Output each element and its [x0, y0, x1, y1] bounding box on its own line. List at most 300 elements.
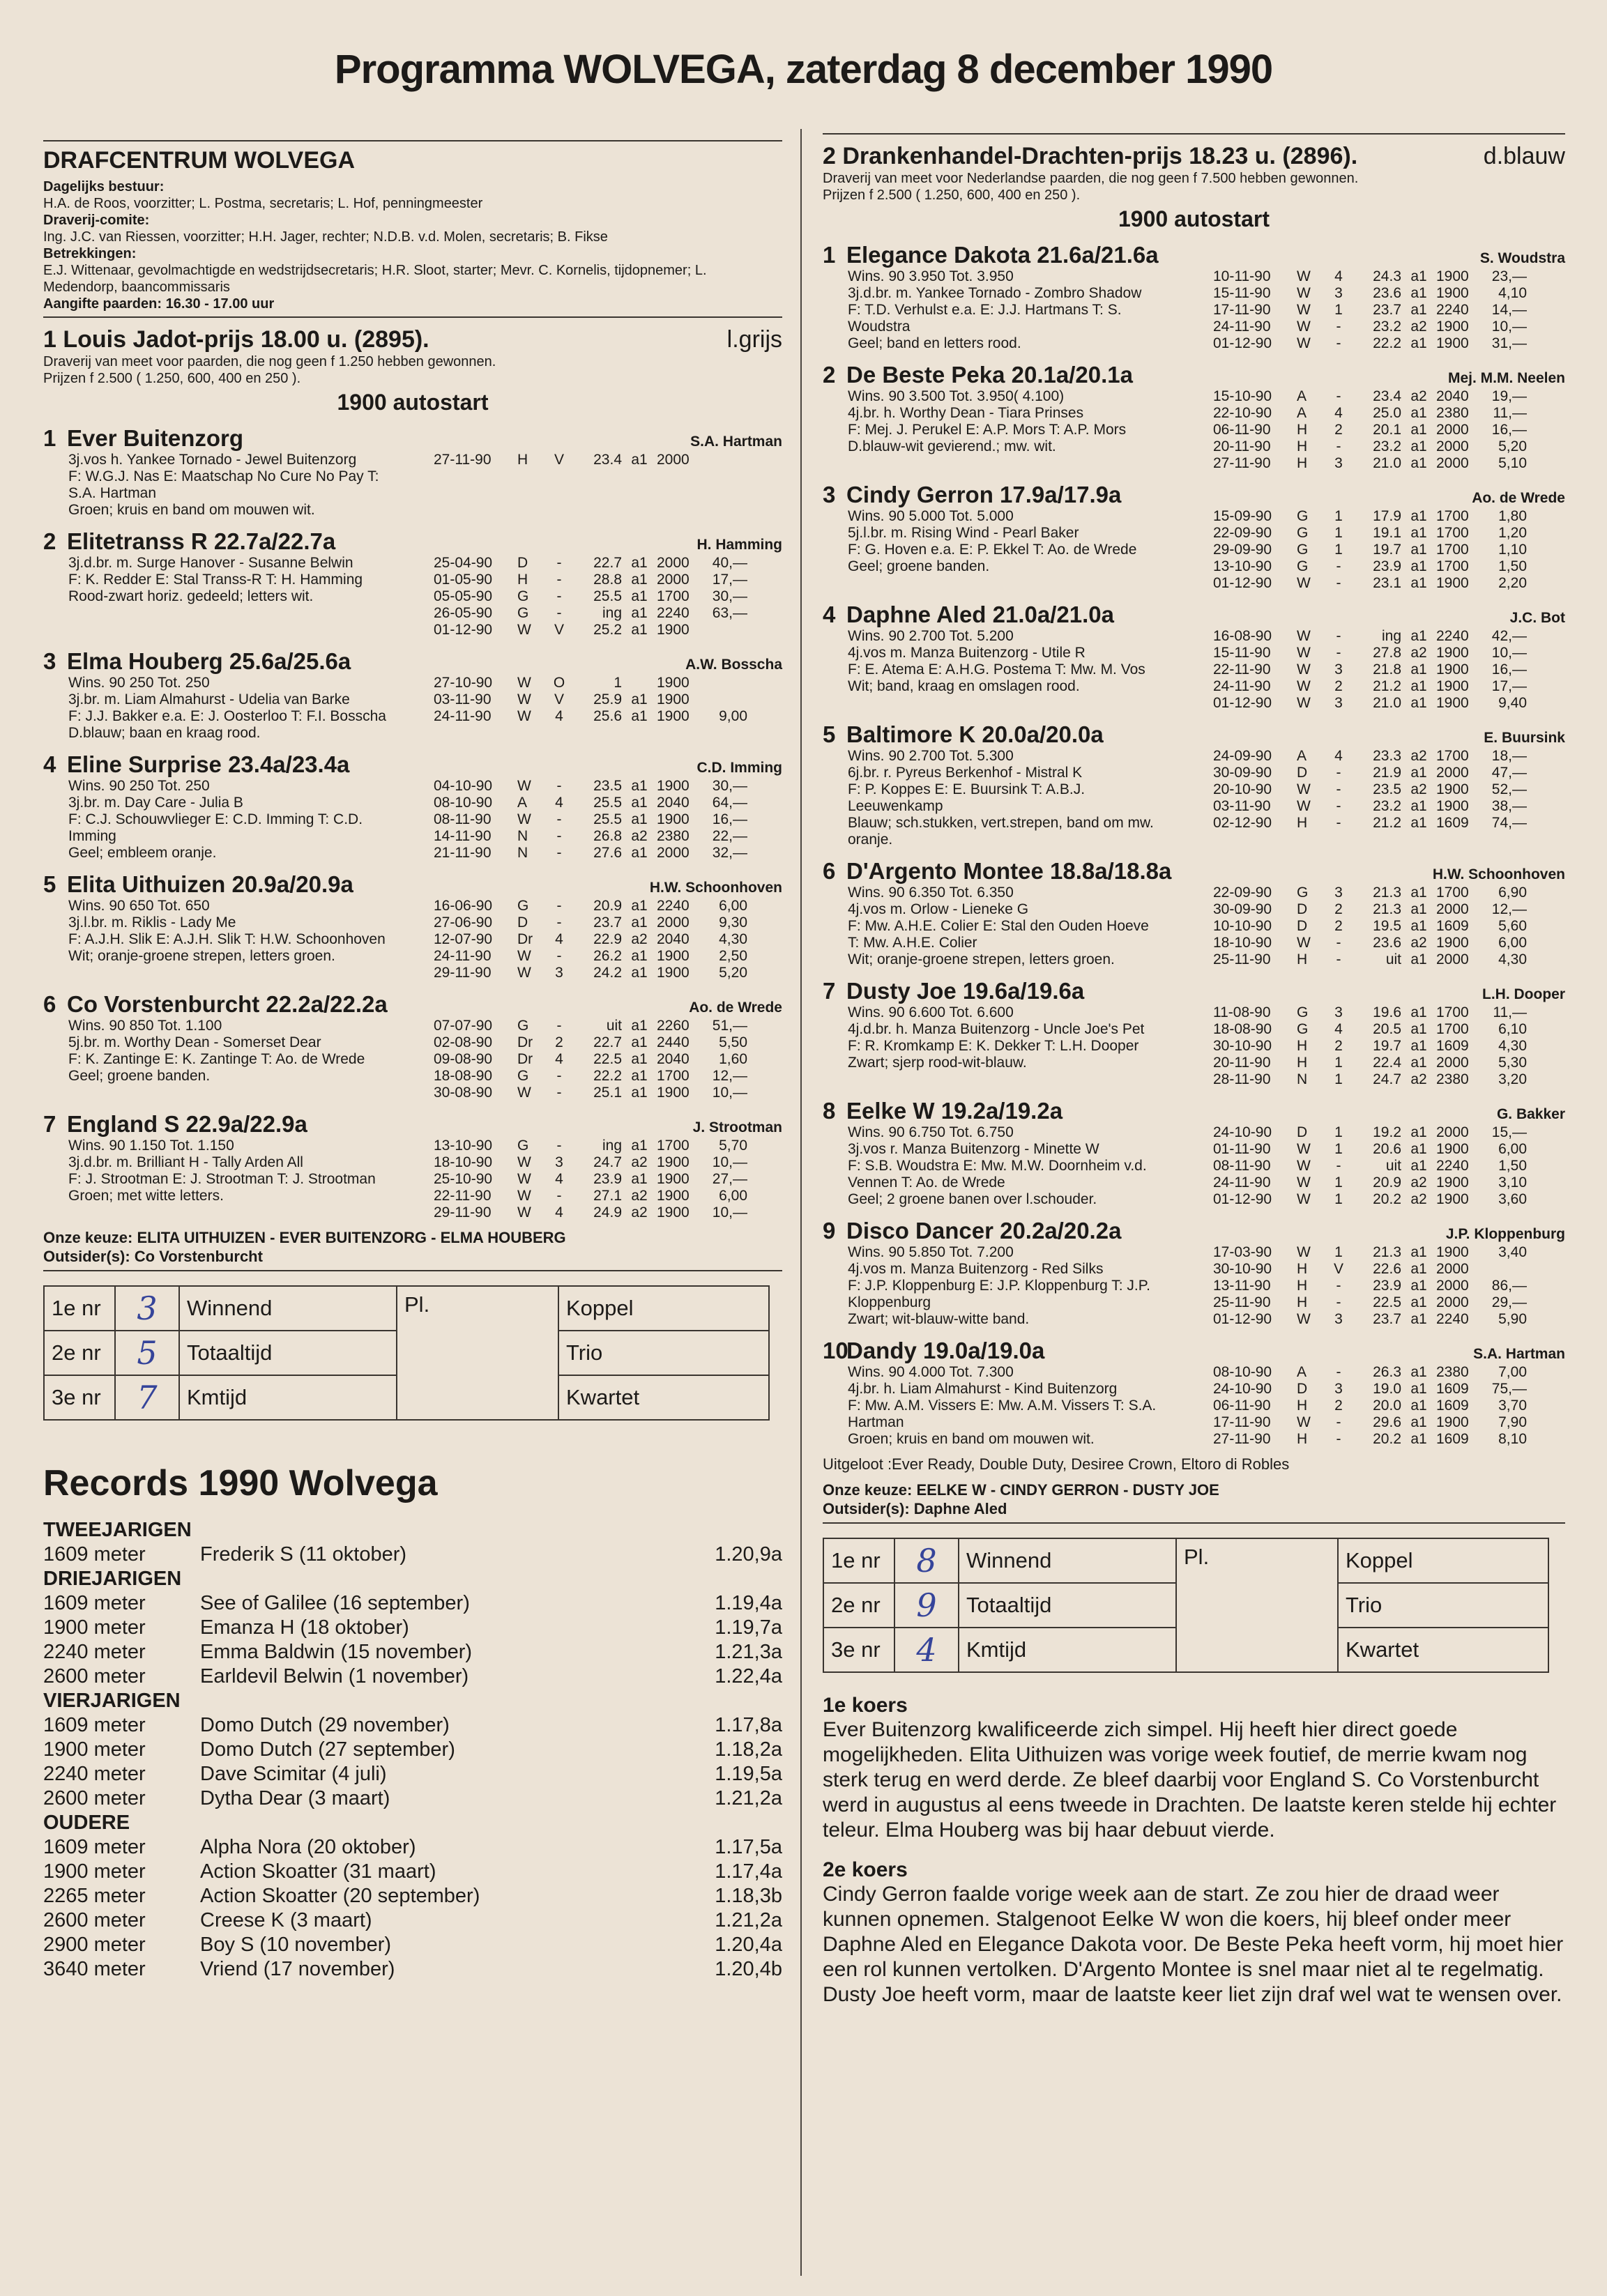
- perf-track: D: [517, 555, 528, 571]
- horse-info-line: Hartman: [848, 1414, 904, 1430]
- perf-time: 26.3: [1373, 1364, 1401, 1380]
- perf-start: a1: [631, 1068, 648, 1084]
- perf-time: 29.6: [1373, 1414, 1401, 1430]
- result-bet-label: Kwartet: [1338, 1628, 1548, 1672]
- perf-date: 24-11-90: [1213, 1174, 1271, 1191]
- horse-number: 1: [823, 242, 836, 268]
- horse-info-line: Wins. 90 2.700 Tot. 5.200: [848, 628, 1014, 644]
- horse-number: 8: [823, 1098, 836, 1124]
- horse-info-line: F: Mw. A.M. Vissers E: Mw. A.M. Vissers T: S.A.: [848, 1398, 1157, 1414]
- horse-info-line: Wins. 90 250 Tot. 250: [68, 778, 210, 794]
- perf-track: W: [517, 691, 531, 707]
- perf-place: -: [556, 555, 562, 571]
- perf-place: -: [556, 1085, 562, 1101]
- perf-time: ing: [1381, 628, 1401, 644]
- perf-time: 19.7: [1373, 1038, 1401, 1054]
- horse-info: [823, 748, 1213, 848]
- perf-odds: 5,90: [1498, 1311, 1527, 1327]
- race-1: [43, 326, 782, 1421]
- perf-distance: 2380: [1436, 405, 1469, 421]
- result-place-label: Pl.: [1176, 1538, 1338, 1672]
- horse-info: [823, 268, 1213, 352]
- horse-name-text: Cindy Gerron 17.9a/17.9a: [846, 482, 1122, 507]
- perf-place: 3: [1334, 695, 1343, 711]
- perf-distance: 1900: [1436, 935, 1469, 951]
- perf-start: a1: [1410, 885, 1427, 901]
- handwritten-number: 9: [894, 1583, 959, 1628]
- perf-start: a1: [1410, 678, 1427, 694]
- perf-distance: 1700: [1436, 542, 1469, 558]
- horse-header: [43, 1111, 782, 1138]
- perf-start: a1: [631, 898, 648, 914]
- performance-list: [1213, 748, 1565, 848]
- perf-track: D: [1297, 1381, 1308, 1397]
- org-title: DRAFCENTRUM WOLVEGA: [43, 147, 355, 174]
- performance-row: [1213, 422, 1565, 438]
- perf-time: 20.2: [1373, 1191, 1401, 1207]
- perf-date: 20-11-90: [1213, 1055, 1271, 1071]
- perf-time: 25.1: [593, 1085, 622, 1101]
- perf-time: 25.2: [593, 622, 622, 638]
- perf-odds: 6,00: [1498, 935, 1527, 951]
- perf-time: 23.3: [1373, 748, 1401, 764]
- horse-number: 6: [43, 991, 56, 1017]
- horse-info: [823, 508, 1213, 592]
- horse-header: [823, 1218, 1565, 1244]
- perf-odds: 30,—: [712, 588, 747, 604]
- horse-body: [823, 1004, 1565, 1088]
- horse-name-text: Elitetranss R 22.7a/22.7a: [67, 528, 336, 554]
- horse-trainer: J.P. Kloppenburg: [1445, 1226, 1565, 1242]
- performance-row: [1213, 901, 1565, 918]
- horse-header: [43, 425, 782, 452]
- perf-place: -: [556, 811, 562, 827]
- perf-place: 2: [1334, 918, 1343, 934]
- horse-info-line: 3j.d.br. m. Brilliant H - Tally Arden All: [68, 1154, 303, 1170]
- perf-odds: 3,20: [1498, 1071, 1527, 1087]
- perf-date: 01-12-90: [434, 622, 493, 638]
- perf-place: 4: [1334, 405, 1343, 421]
- horse-info-line: Kloppenburg: [848, 1294, 931, 1310]
- performance-list: [1213, 1244, 1565, 1328]
- perf-date: 10-11-90: [1213, 268, 1271, 284]
- perf-distance: 1700: [1436, 1004, 1469, 1020]
- horse-body: [43, 675, 782, 742]
- horse-entry: [823, 1338, 1565, 1448]
- perf-time: 20.5: [1373, 1021, 1401, 1037]
- horse-header: [43, 751, 782, 778]
- perf-odds: 75,—: [1491, 1381, 1527, 1397]
- horse-entry: [823, 978, 1565, 1088]
- perf-start: a2: [1410, 645, 1427, 661]
- record-time: 1.21,2a: [715, 1787, 782, 1809]
- perf-time: 25.5: [593, 811, 622, 827]
- record-time: 1.21,2a: [715, 1909, 782, 1931]
- record-horse: Emma Baldwin (15 november): [200, 1641, 473, 1663]
- perf-odds: 10,—: [712, 1085, 747, 1101]
- perf-date: 18-08-90: [1213, 1021, 1272, 1037]
- perf-track: N: [517, 828, 528, 844]
- perf-distance: 2380: [1436, 1364, 1469, 1380]
- horse-info-line: F: R. Kromkamp E: K. Dekker T: L.H. Dooper: [848, 1038, 1139, 1054]
- record-time: 1.19,7a: [715, 1616, 782, 1639]
- perf-track: G: [1297, 558, 1309, 574]
- result-bet-label: Trio: [1338, 1583, 1548, 1628]
- perf-date: 17-11-90: [1213, 302, 1271, 318]
- perf-date: 24-11-90: [1213, 678, 1271, 694]
- perf-odds: 16,—: [712, 811, 747, 827]
- horse-number: 3: [43, 648, 56, 674]
- page-title: Programma WOLVEGA, zaterdag 8 december 1990: [334, 47, 1273, 92]
- horse-name-text: Dandy 19.0a/19.0a: [846, 1338, 1045, 1363]
- horse-info-line: 4j.br. h. Liam Almahurst - Kind Buitenzorg: [848, 1381, 1118, 1397]
- performance-row: [1213, 951, 1565, 968]
- record-row: [43, 1640, 782, 1664]
- perf-track: A: [517, 795, 528, 811]
- perf-track: W: [1297, 575, 1311, 591]
- perf-track: W: [1297, 302, 1311, 318]
- perf-track: W: [1297, 1244, 1311, 1260]
- horse-info-line: D.blauw; baan en kraag rood.: [68, 725, 261, 741]
- perf-place: 2: [1334, 1398, 1343, 1414]
- performance-list: [1213, 268, 1565, 352]
- record-distance: 2600 meter: [43, 1787, 146, 1809]
- horse-info-line: Geel; band en letters rood.: [848, 335, 1021, 351]
- org-line: Betrekkingen:: [43, 246, 137, 261]
- horse-trainer: L.H. Dooper: [1482, 986, 1565, 1002]
- horse-entry: [43, 648, 782, 742]
- race-header: [43, 326, 782, 353]
- horse-info-line: Wit; band, kraag en omslagen rood.: [848, 678, 1080, 694]
- perf-track: D: [1297, 901, 1308, 917]
- performance-row: [1213, 1244, 1565, 1261]
- record-distance: 1609 meter: [43, 1714, 146, 1736]
- perf-date: 18-10-90: [434, 1154, 493, 1170]
- performance-list: [1213, 628, 1565, 712]
- perf-start: a2: [1410, 781, 1427, 797]
- horse-info: [823, 1364, 1213, 1448]
- perf-odds: 3,60: [1498, 1191, 1527, 1207]
- horse-info-line: F: Mej. J. Perukel E: A.P. Mors T: A.P. Mors: [848, 422, 1127, 438]
- perf-time: 25.6: [593, 708, 622, 724]
- performance-row: [434, 931, 782, 948]
- perf-odds: 15,—: [1491, 1124, 1527, 1140]
- perf-date: 03-11-90: [1213, 798, 1271, 814]
- horse-info-line: Vennen T: Ao. de Wrede: [848, 1174, 1005, 1191]
- horse-info-line: Rood-zwart horiz. gedeeld; letters wit.: [68, 588, 314, 604]
- horse-info: [43, 675, 434, 742]
- perf-odds: 5,60: [1498, 918, 1527, 934]
- perf-odds: 9,40: [1498, 695, 1527, 711]
- perf-start: a1: [1410, 422, 1427, 438]
- perf-time: 23.5: [593, 778, 622, 794]
- perf-date: 30-09-90: [1213, 765, 1272, 781]
- performance-row: [1213, 935, 1565, 951]
- perf-date: 13-11-90: [1213, 1278, 1271, 1294]
- perf-date: 08-10-90: [434, 795, 493, 811]
- perf-track: Dr: [517, 1034, 533, 1050]
- perf-distance: 1900: [1436, 575, 1469, 591]
- perf-track: W: [517, 675, 531, 691]
- perf-time: 21.0: [1373, 455, 1401, 471]
- record-time: 1.20,4b: [715, 1958, 782, 1980]
- horse-info-line: 3j.vos h. Yankee Tornado - Jewel Buitenzorg: [68, 452, 357, 468]
- perf-place: 4: [555, 1204, 563, 1220]
- horse-trainer: G. Bakker: [1496, 1106, 1565, 1122]
- perf-odds: 63,—: [712, 605, 747, 621]
- record-horse: Creese K (3 maart): [200, 1909, 372, 1931]
- perf-track: G: [1297, 1004, 1309, 1020]
- perf-time: 19.0: [1373, 1381, 1401, 1397]
- horse-number: 4: [823, 602, 836, 627]
- perf-place: 3: [1334, 885, 1343, 901]
- horse-name: [43, 751, 349, 778]
- perf-track: H: [517, 452, 528, 468]
- perf-distance: 1700: [657, 1138, 690, 1154]
- perf-date: 25-04-90: [434, 555, 493, 571]
- record-time: 1.20,4a: [715, 1934, 782, 1956]
- perf-date: 21-11-90: [434, 845, 492, 861]
- performance-row: [434, 828, 782, 845]
- perf-start: a1: [1410, 661, 1427, 678]
- perf-track: G: [1297, 508, 1309, 524]
- horse-info-line: F: J.P. Kloppenburg E: J.P. Kloppenburg T: J.P.: [848, 1278, 1150, 1294]
- perf-track: W: [1297, 628, 1311, 644]
- perf-start: a1: [1410, 1244, 1427, 1260]
- perf-place: 3: [555, 1154, 563, 1170]
- horse-number: 9: [823, 1218, 836, 1243]
- horse-info-line: F: K. Redder E: Stal Transs-R T: H. Hamming: [68, 572, 363, 588]
- horse-info-line: 4j.d.br. h. Manza Buitenzorg - Uncle Joe's Pet: [848, 1021, 1145, 1037]
- perf-start: a1: [1410, 268, 1427, 284]
- performance-row: [1213, 1124, 1565, 1141]
- perf-time: 22.2: [593, 1068, 622, 1084]
- perf-odds: 31,—: [1491, 335, 1527, 351]
- outsiders: Outsider(s): Co Vorstenburcht: [43, 1248, 263, 1265]
- result-position-label: 3e nr: [823, 1628, 894, 1672]
- perf-place: -: [1336, 1294, 1341, 1310]
- perf-time: 25.9: [593, 691, 622, 707]
- horse-info-line: Wins. 90 2.700 Tot. 5.300: [848, 748, 1014, 764]
- perf-place: -: [556, 778, 562, 794]
- performance-row: [434, 1138, 782, 1154]
- record-row: [43, 1957, 782, 1982]
- perf-date: 27-11-90: [1213, 455, 1271, 471]
- perf-distance: 1900: [657, 811, 690, 827]
- perf-track: D: [1297, 1124, 1308, 1140]
- performance-list: [434, 452, 782, 519]
- perf-date: 17-11-90: [1213, 1414, 1271, 1430]
- record-horse: Vriend (17 november): [200, 1958, 395, 1980]
- race-color: l.grijs: [726, 326, 782, 353]
- result-position-label: 1e nr: [823, 1538, 894, 1583]
- perf-odds: 6,10: [1498, 1021, 1527, 1037]
- commentary-title: 2e koers: [823, 1858, 908, 1881]
- horse-info: [43, 1138, 434, 1221]
- result-bet-label: Trio: [558, 1331, 769, 1375]
- performance-row: [434, 778, 782, 795]
- perf-date: 18-10-90: [1213, 935, 1272, 951]
- perf-start: a1: [631, 1085, 648, 1101]
- perf-time: 27.8: [1373, 645, 1401, 661]
- result-field-label: Winnend: [959, 1538, 1176, 1583]
- perf-date: 01-12-90: [1213, 695, 1272, 711]
- record-distance: 1900 meter: [43, 1860, 146, 1883]
- performance-row: [434, 588, 782, 605]
- perf-distance: 1900: [1436, 319, 1469, 335]
- perf-distance: 1900: [657, 778, 690, 794]
- result-field-label: Winnend: [179, 1286, 397, 1331]
- record-horse: Domo Dutch (27 september): [200, 1738, 455, 1761]
- perf-track: H: [1297, 1398, 1308, 1414]
- perf-odds: 19,—: [1491, 388, 1527, 404]
- perf-time: 21.2: [1373, 815, 1401, 831]
- race-distance: 1900 autostart: [1118, 206, 1270, 231]
- outsiders: Outsider(s): Daphne Aled: [823, 1500, 1007, 1517]
- horse-info-line: Wins. 90 3.950 Tot. 3.950: [848, 268, 1014, 284]
- perf-time: 21.3: [1373, 1244, 1401, 1260]
- perf-place: -: [1336, 1414, 1341, 1430]
- perf-place: V: [1333, 1261, 1343, 1277]
- performance-row: [434, 572, 782, 588]
- perf-date: 27-10-90: [434, 675, 493, 691]
- perf-distance: 2000: [1436, 901, 1469, 917]
- horse-name: [823, 1098, 1063, 1124]
- perf-start: a2: [1410, 935, 1427, 951]
- perf-odds: 9,30: [719, 914, 747, 931]
- horse-name-text: Disco Dancer 20.2a/20.2a: [846, 1218, 1122, 1243]
- perf-distance: 1900: [1436, 1141, 1469, 1157]
- perf-distance: 1609: [1436, 1381, 1469, 1397]
- perf-place: 1: [1334, 1174, 1343, 1191]
- perf-time: 20.0: [1373, 1398, 1401, 1414]
- org-details: [43, 178, 782, 312]
- perf-date: 24-10-90: [1213, 1124, 1272, 1140]
- perf-odds: 5,50: [719, 1034, 747, 1050]
- perf-time: 27.1: [593, 1188, 622, 1204]
- perf-distance: 1900: [657, 948, 690, 964]
- perf-date: 24-11-90: [434, 948, 492, 964]
- perf-odds: 1,50: [1498, 1158, 1527, 1174]
- record-distance: 2265 meter: [43, 1885, 146, 1907]
- perf-distance: 2000: [1436, 455, 1469, 471]
- perf-distance: 2040: [1436, 388, 1469, 404]
- perf-place: 3: [1334, 1381, 1343, 1397]
- record-distance: 1609 meter: [43, 1836, 146, 1858]
- perf-track: W: [517, 1085, 531, 1101]
- perf-time: 27.6: [593, 845, 622, 861]
- horse-info-line: Leeuwenkamp: [848, 798, 943, 814]
- horse-info-line: Geel; embleem oranje.: [68, 845, 217, 861]
- perf-place: 3: [1334, 661, 1343, 678]
- record-distance: 2240 meter: [43, 1763, 146, 1785]
- perf-time: uit: [1385, 1158, 1401, 1174]
- perf-track: H: [1297, 1261, 1308, 1277]
- perf-time: 20.1: [1373, 422, 1401, 438]
- performance-list: [1213, 885, 1565, 968]
- result-position-label: 2e nr: [44, 1331, 115, 1375]
- perf-place: 2: [1334, 422, 1343, 438]
- horse-body: [823, 508, 1565, 592]
- record-row: [43, 1860, 782, 1884]
- performance-row: [434, 1171, 782, 1188]
- performance-row: [1213, 1158, 1565, 1174]
- perf-track: W: [517, 811, 531, 827]
- horse-info-line: Wins. 90 6.600 Tot. 6.600: [848, 1004, 1014, 1020]
- horse-name: [43, 871, 353, 898]
- performance-row: [434, 1018, 782, 1034]
- perf-start: a1: [631, 845, 648, 861]
- horse-entry: [43, 991, 782, 1101]
- performance-row: [1213, 1038, 1565, 1055]
- perf-place: 4: [1334, 1021, 1343, 1037]
- perf-odds: 3,40: [1498, 1244, 1527, 1260]
- perf-date: 20-10-90: [1213, 781, 1272, 797]
- perf-track: W: [1297, 695, 1311, 711]
- perf-odds: 11,—: [1493, 405, 1527, 421]
- org-line: H.A. de Roos, voorzitter; L. Postma, secretaris; L. Hof, penningmeester: [43, 196, 483, 211]
- performance-row: [1213, 1021, 1565, 1038]
- records-list: [43, 1518, 782, 1982]
- horse-trainer: Ao. de Wrede: [1472, 490, 1565, 506]
- horse-info-line: Groen; met witte letters.: [68, 1188, 224, 1204]
- perf-odds: 86,—: [1491, 1278, 1527, 1294]
- perf-start: a1: [631, 948, 648, 964]
- performance-row: [434, 1188, 782, 1204]
- commentary: [823, 1694, 1565, 2007]
- perf-track: W: [1297, 1311, 1311, 1327]
- performance-list: [434, 1138, 782, 1221]
- performance-list: [434, 898, 782, 981]
- perf-date: 02-12-90: [1213, 815, 1272, 831]
- record-distance: 2600 meter: [43, 1665, 146, 1687]
- record-distance: 1900 meter: [43, 1738, 146, 1761]
- performance-list: [1213, 1004, 1565, 1088]
- perf-place: -: [556, 588, 562, 604]
- horse-trainer: S.A. Hartman: [1473, 1346, 1565, 1362]
- horse-info-line: F: E. Atema E: A.H.G. Postema T: Mw. M. Vos: [848, 661, 1145, 678]
- horse-entry: [823, 721, 1565, 848]
- horse-body: [823, 1244, 1565, 1328]
- perf-time: ing: [602, 605, 622, 621]
- perf-track: G: [517, 605, 529, 621]
- perf-distance: 2380: [1436, 1071, 1469, 1087]
- record-category: TWEEJARIGEN: [43, 1519, 192, 1541]
- perf-track: A: [1297, 1364, 1307, 1380]
- performance-row: [1213, 1294, 1565, 1311]
- perf-track: W: [517, 708, 531, 724]
- performance-list: [434, 778, 782, 862]
- perf-odds: 1,50: [1498, 558, 1527, 574]
- record-time: 1.19,5a: [715, 1763, 782, 1785]
- record-distance: 2900 meter: [43, 1934, 146, 1956]
- perf-distance: 1900: [1436, 645, 1469, 661]
- perf-time: 20.2: [1373, 1431, 1401, 1447]
- horse-info-line: 4j.vos m. Manza Buitenzorg - Utile R: [848, 645, 1086, 661]
- perf-place: -: [1336, 781, 1341, 797]
- perf-time: 23.7: [1373, 302, 1401, 318]
- perf-distance: 1700: [1436, 885, 1469, 901]
- perf-track: W: [517, 1154, 531, 1170]
- perf-start: a1: [1410, 1398, 1427, 1414]
- race-conditions: Prijzen f 2.500 ( 1.250, 600, 400 en 250 ).: [823, 187, 1081, 203]
- perf-place: 4: [555, 1051, 563, 1067]
- perf-track: W: [1297, 1414, 1311, 1430]
- perf-track: W: [1297, 1174, 1311, 1191]
- record-time: 1.17,5a: [715, 1836, 782, 1858]
- horse-header: [823, 1098, 1565, 1124]
- perf-place: 1: [1334, 1124, 1343, 1140]
